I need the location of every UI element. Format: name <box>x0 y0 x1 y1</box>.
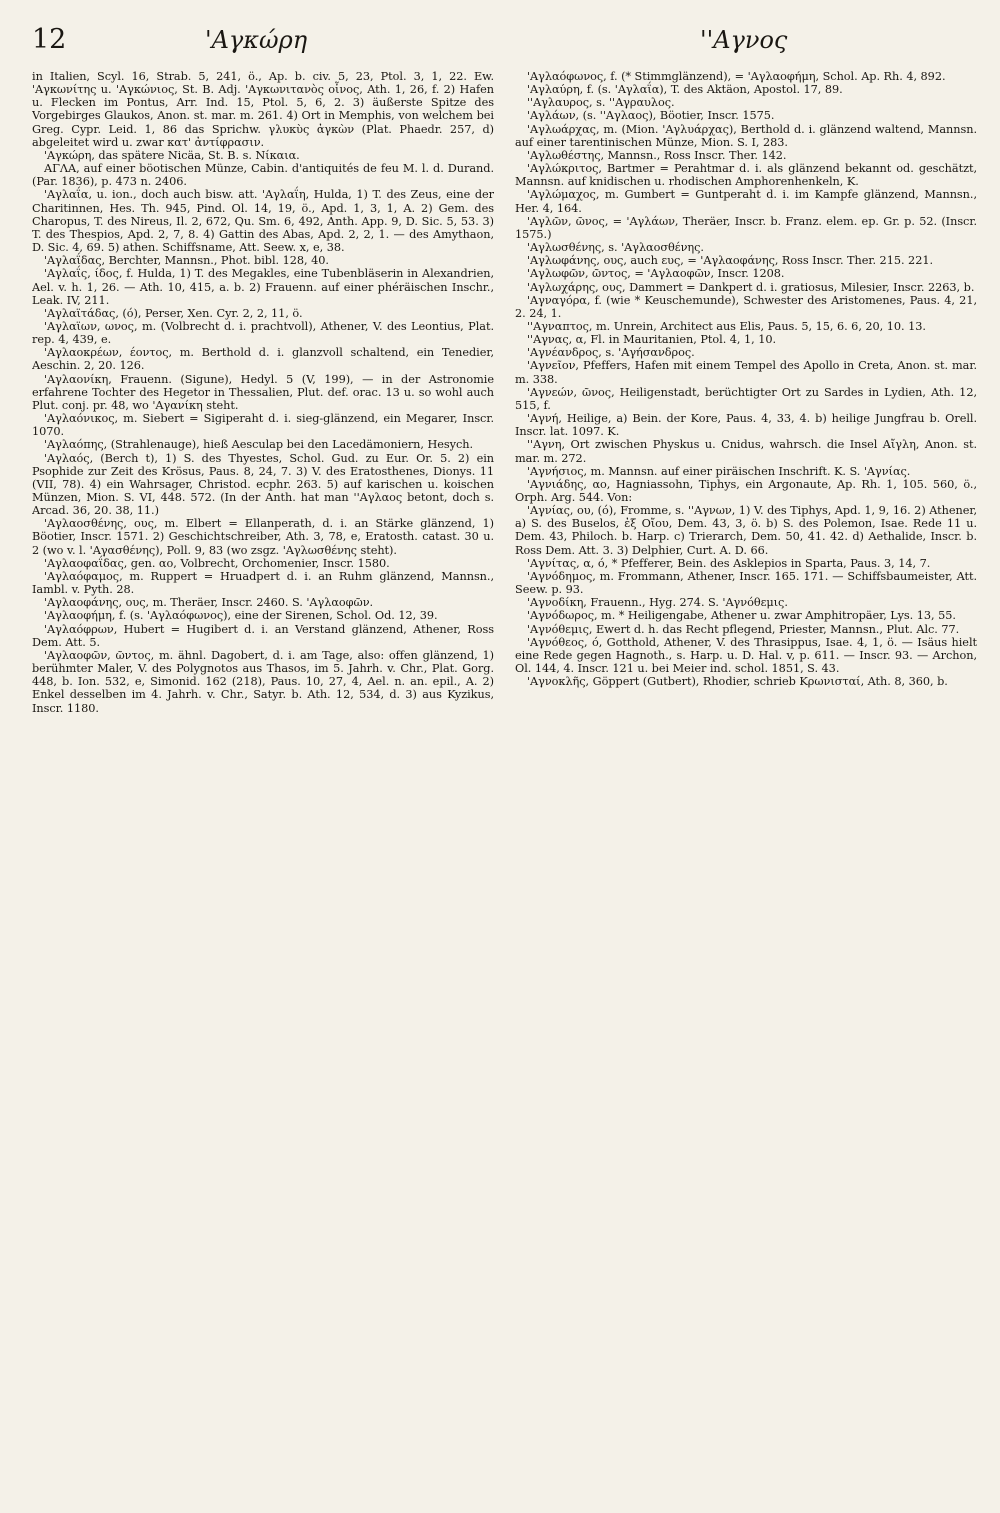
dictionary-entry: 'Αγνεών, ῶνος, Heiligenstadt, berüchtigter Ort zu Sardes in Lydien, Ath. 12, 515, f. <box>515 385 977 412</box>
dictionary-entry: in Italien, Scyl. 16, Strab. 5, 241, ö., Ap. b. civ. 5, 23, Ptol. 3, 1, 22. Ew. 'Αγκωνίτης u. 'Αγκώνιος, St. B. Adj. 'Αγκωνιτανὸς οἶνος, Ath. 1, 26, f. 2) Hafen u. Flecken im Pontus, Arr. Ind. 15, Ptol. 5, 6, 2. 3) äußerste Spitze des Vorgebirges Glaukos, Anon. st. mar. m. 261. 4) Ort in Memphis, von welchem bei Greg. Cypr. Leid. 1, 86 das Sprichw. γλυκὺς ἀγκὼν (Plat. Phaedr. 257, d) abgeleitet wird u. zwar κατ' ἀντίφρασιν. <box>32 70 494 149</box>
dictionary-entry: 'Αγλαοφήμη, f. (s. 'Αγλαόφωνος), eine der Sirenen, Schol. Od. 12, 39. <box>44 609 438 623</box>
dictionary-entry: 'Αγνόθεος, ό, Gotthold, Athener, V. des Thrasippus, Isae. 4, 1, ö. — Isäus hielt eine Rede gegen Hagnoth., s. Harp. u. D. Hal. v, p. 611. — Inscr. 93. — Archon, Ol. 144, 4. Inscr. 121 u. bei Meier ind. schol. 1851, S. 43. <box>515 635 977 676</box>
right-running-head: ''Αγνος <box>700 26 788 54</box>
dictionary-entry: 'Αγνεῖον, Pfeffers, Hafen mit einem Tempel des Apollo in Creta, Anon. st. mar. m. 338. <box>515 359 977 386</box>
dictionary-entry: ''Αγνας, α, Fl. in Mauritanien, Ptol. 4, 1, 10. <box>527 333 777 347</box>
dictionary-entry: 'Αγνίτας, α, ό, * Pfefferer, Bein. des Asklepios in Sparta, Paus. 3, 14, 7. <box>527 556 931 570</box>
dictionary-entry: 'Αγλαόφρων, Hubert = Hugibert d. i. an Verstand glänzend, Athener, Ross Dem. Att. 5. <box>32 622 494 649</box>
dictionary-entry: 'Αγλαόπης, (Strahlenauge), hieß Aesculap bei den Lacedämoniern, Hesych. <box>44 438 474 452</box>
dictionary-entry: 'Αγλαΐδας, Berchter, Mannsn., Phot. bibl. 128, 40. <box>44 254 329 268</box>
dictionary-entry: 'Αγλωάρχας, m. (Mion. 'Αγλυάρχας), Berthold d. i. glänzend waltend, Mannsn. auf einer tarentinischen Münze, Mion. S. I, 283. <box>515 122 977 149</box>
dictionary-entry: 'Αγνοδίκη, Frauenn., Hyg. 274. S. 'Αγνόθεμις. <box>527 596 788 610</box>
dictionary-entry: 'Αγλαΐς, ίδος, f. Hulda, 1) T. des Megakles, eine Tubenbläserin in Alexandrien, Ael. v. h. 1, 26. — Ath. 10, 415, a. b. 2) Frauenn. auf einer phéräischen Inschr., Leak. IV, 211. <box>32 267 494 307</box>
dictionary-entry: 'Αγνήσιος, m. Mannsn. auf einer piräischen Inschrift. K. S. 'Αγνίας. <box>527 464 911 478</box>
dictionary-entry: ΑΓΛΑ, auf einer böotischen Münze, Cabin. d'antiquités de feu M. l. d. Durand. (Par. 1836), p. 473 n. 2406. <box>32 162 494 189</box>
dictionary-entry: 'Αγλαοφῶν, ῶντος, m. ähnl. Dagobert, d. i. am Tage, also: offen glänzend, 1) berühmter Maler, V. des Polygnotos aus Thasos, im 5. Jahrh. v. Chr., Plat. Gorg. 448, b. Ion. 532, e, Simonid. 162 (218), Paus. 10, 27, 4, Ael. n. an. epil., A. 2) Enkel desselben im 4. Jahrh. v. Chr., Satyr. b. Ath. 12, 534, d. 3) aus Kyzikus, Inscr. 1180. <box>32 648 494 715</box>
left-column <box>32 70 494 1495</box>
dictionary-entry: 'Αγλώκριτος, Bartmer = Perahtmar d. i. als glänzend bekannt od. geschätzt, Mannsn. auf knidischen u. rhodischen Amphorenhenkeln, K. <box>515 162 977 189</box>
dictionary-entry: 'Αγλαϊτάδας, (ό), Perser, Xen. Cyr. 2, 2, 11, ö. <box>44 306 303 320</box>
dictionary-entry: 'Αγνόδωρος, m. * Heiligengabe, Athener u. zwar Amphitropäer, Lys. 13, 55. <box>527 609 956 623</box>
dictionary-entry: 'Αγλώμαχος, m. Gumbert = Guntperaht d. i. im Kampfe glänzend, Mannsn., Her. 4, 164. <box>515 188 977 215</box>
dictionary-entry: 'Αγναγόρα, f. (wie * Keuschemunde), Schwester des Aristomenes, Paus. 4, 21, 2. 24, 1. <box>515 293 977 320</box>
dictionary-entry: 'Αγλαϊων, ωνος, m. (Volbrecht d. i. prachtvoll), Athener, V. des Leontius, Plat. rep. 4, 439, e. <box>32 319 494 347</box>
dictionary-entry: ''Αγνη, Ort zwischen Physkus u. Cnidus, wahrsch. die Insel Αἴγλη, Anon. st. mar. m. 272. <box>515 438 977 465</box>
dictionary-entry: 'Αγλαύρη, f. (s. 'Αγλαΐα), T. des Aktäon, Apostol. 17, 89. <box>527 83 843 97</box>
dictionary-entry: 'Αγλάων, (s. ''Αγλαος), Böotier, Inscr. 1575. <box>527 109 775 123</box>
dictionary-entry: ''Αγλαυρος, s. ''Αγραυλος. <box>527 96 675 110</box>
dictionary-entry: 'Αγνιάδης, αο, Hagniassohn, Tiphys, ein Argonaute, Ap. Rh. 1, 105. 560, ö., Orph. Arg. 544. Von: <box>515 477 977 504</box>
dictionary-entry: 'Αγλωφῶν, ῶντος, = 'Αγλαοφῶν, Inscr. 1208. <box>527 267 785 281</box>
dictionary-entry: 'Αγνίας, ου, (ό), Fromme, s. ''Αγνων, 1) V. des Tiphys, Apd. 1, 9, 16. 2) Athener, a) S. des Buselos, ἐξ Οἴου, Dem. 43, 3, ö. b) S. des Polemon, Isae. Rede 11 u. Dem. 43, Philoch. b. Harp. c) Trierarch, Dem. 50, 41. 42. d) Aethalide, Inscr. b. Ross Dem. Att. 3. 3) Delphier, Curt. A. D. 66. <box>515 504 977 557</box>
page-header <box>0 24 1000 64</box>
dictionary-entry: 'Αγνέανδρος, s. 'Αγήσανδρος. <box>527 346 695 360</box>
dictionary-entry: 'Αγλωχάρης, ους, Dammert = Dankpert d. i. gratiosus, Milesier, Inscr. 2263, b. <box>527 280 975 294</box>
dictionary-entry: 'Αγλαόφαμος, m. Ruppert = Hruadpert d. i. an Ruhm glänzend, Mannsn., Iambl. v. Pyth. 28. <box>32 569 494 597</box>
dictionary-entry: 'Αγλῶν, ῶνος, = 'Αγλάων, Theräer, Inscr. b. Franz. elem. ep. Gr. p. 52. (Inscr. 1575.) <box>515 214 977 241</box>
dictionary-entry: 'Αγνόθεμις, Ewert d. h. das Recht pflegend, Priester, Mannsn., Plut. Alc. 77. <box>527 622 960 636</box>
dictionary-entry: 'Αγλαός, (Berch t), 1) S. des Thyestes, Schol. Gud. zu Eur. Or. 5. 2) ein Psophide zur Zeit des Krösus, Paus. 8, 24, 7. 3) V. des Eratosthenes, Dionys. 11 (VII, 78). 4) ein Wahrsager, Christod. ecphr. 263. 5) auf karischen u. koischen Münzen, Mion. S. VI, 448. 572. (In der Anth. hat man ''Αγλαος betont, doch s. Arcad. 36, 20. 38, 11.) <box>32 451 494 518</box>
dictionary-entry: 'Αγλαΐα, u. ion., doch auch bisw. att. 'Αγλαΐη, Hulda, 1) T. des Zeus, eine der Charitinnen, Hes. Th. 945, Pind. Ol. 14, 19, ö., Apd. 1, 3, 1, A. 2) Gem. des Charopus, T. des Nireus, Il. 2, 672, Qu. Sm. 6, 492, Anth. App. 9, D. Sic. 5, 53. 3) T. des Thespios, Apd. 2, 7, 8. 4) Gattin des Abas, Apd. 2, 2, 1. — des Amythaon, D. Sic. 4, 69. 5) athen. Schiffsname, Att. Seew. x, e, 38. <box>32 188 494 255</box>
dictionary-entry: 'Αγνοκλῆς, Göppert (Gutbert), Rhodier, schrieb Κρωνισταί, Ath. 8, 360, b. <box>527 675 948 689</box>
dictionary-entry: 'Αγλωσθένης, s. 'Αγλαοσθένης. <box>527 241 704 255</box>
page-number: 12 <box>32 24 67 55</box>
dictionary-entry: 'Αγλαοφάνης, ους, m. Theräer, Inscr. 2460. S. 'Αγλαοφῶν. <box>44 596 374 610</box>
dictionary-entry: 'Αγλωθέστης, Mannsn., Ross Inscr. Ther. 142. <box>527 148 787 162</box>
right-column <box>515 70 977 1495</box>
dictionary-entry: 'Αγλαοσθένης, ους, m. Elbert = Ellanperath, d. i. an Stärke glänzend, 1) Böotier, Inscr. 1571. 2) Geschichtschreiber, Ath. 3, 78, e, Eratosth. catast. 30 u. 2 (wo v. l. 'Αγασθένης), Poll. 9, 83 (wo zsgz. 'Αγλωσθένης steht). <box>32 517 494 557</box>
dictionary-entry: 'Αγλωφάνης, ους, auch ευς, = 'Αγλαοφάνης, Ross Inscr. Ther. 215. 221. <box>527 254 934 268</box>
dictionary-entry: 'Αγλαοφαΐδας, gen. αο, Volbrecht, Orchomenier, Inscr. 1580. <box>44 556 390 570</box>
dictionary-entry: 'Αγκώρη, das spätere Nicäa, St. B. s. Νίκαια. <box>44 148 300 162</box>
dictionary-entry: 'Αγνόδημος, m. Frommann, Athener, Inscr. 165. 171. — Schiffsbaumeister, Att. Seew. p. 93. <box>515 569 977 597</box>
dictionary-entry: 'Αγλαοκρέων, έοντος, m. Berthold d. i. glanzvoll schaltend, ein Tenedier, Aeschin. 2, 20. 126. <box>32 346 494 373</box>
dictionary-entry: 'Αγνή, Heilige, a) Bein. der Kore, Paus. 4, 33, 4. b) heilige Jungfrau b. Orell. Inscr. lat. 1097. K. <box>515 412 977 439</box>
dictionary-entry: 'Αγλαόφωνος, f. (* Stimmglänzend), = 'Αγλαοφήμη, Schol. Ap. Rh. 4, 892. <box>527 70 946 83</box>
left-running-head: 'Αγκώρη <box>205 26 308 54</box>
dictionary-entry: ''Αγναπτος, m. Unrein, Architect aus Elis, Paus. 5, 15, 6. 6, 20, 10. 13. <box>527 319 926 333</box>
dictionary-entry: 'Αγλαόνικος, m. Siebert = Sigiperaht d. i. sieg-glänzend, ein Megarer, Inscr. 1070. <box>32 412 494 439</box>
dictionary-entry: 'Αγλαονίκη, Frauenn. (Sigune), Hedyl. 5 (V, 199), — in der Astronomie erfahrene Tochter des Hegetor in Thessalien, Plut. def. orac. 13 u. so wohl auch Plut. conj. pr. 48, wo 'Αγανίκη steht. <box>32 372 494 412</box>
